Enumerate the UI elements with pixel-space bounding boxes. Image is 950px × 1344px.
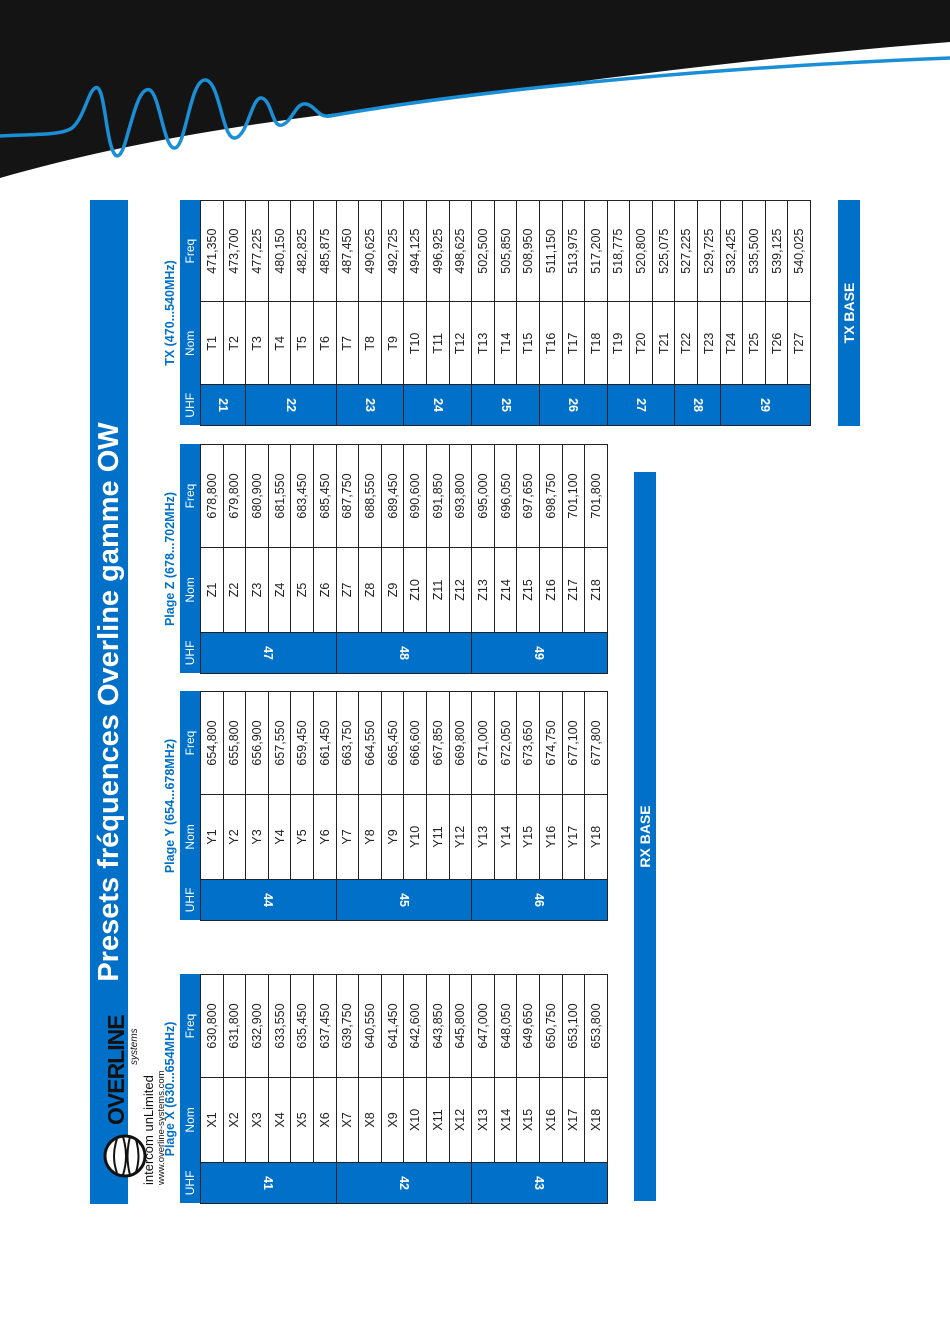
preset-name: Z11 (426, 548, 449, 633)
preset-frequency: 649,650 (517, 975, 540, 1078)
preset-name: Z12 (449, 548, 472, 633)
preset-name: X11 (426, 1078, 449, 1163)
uhf-channel-cell (201, 879, 337, 920)
preset-frequency: 471,350 (201, 201, 224, 302)
preset-table (180, 200, 811, 426)
table-row (201, 201, 224, 426)
preset-frequency: 480,150 (268, 201, 291, 302)
preset-frequency: 673,650 (517, 692, 540, 795)
preset-frequency: 677,800 (585, 692, 608, 795)
preset-frequency: 653,100 (562, 975, 585, 1078)
preset-name: X9 (381, 1078, 404, 1163)
preset-name: X15 (517, 1078, 540, 1163)
uhf-channel-cell (720, 385, 810, 426)
table-row (539, 201, 562, 426)
preset-frequency: 691,850 (426, 445, 449, 548)
uhf-channel: 45 (396, 892, 411, 907)
uhf-channel-cell (201, 385, 246, 426)
preset-name: T12 (449, 302, 472, 385)
preset-frequency: 698,750 (539, 445, 562, 548)
preset-frequency: 502,500 (472, 201, 495, 302)
preset-frequency: 680,900 (246, 445, 269, 548)
preset-frequency: 520,800 (630, 201, 653, 302)
table-tx (160, 200, 811, 426)
uhf-channel: 48 (396, 645, 411, 660)
preset-name: T25 (743, 302, 766, 385)
preset-table (180, 974, 608, 1204)
preset-name: Y8 (359, 795, 382, 880)
preset-frequency: 701,800 (585, 445, 608, 548)
preset-name: T26 (765, 302, 788, 385)
brand-logo (103, 995, 167, 1185)
preset-frequency: 681,550 (268, 445, 291, 548)
preset-frequency: 701,100 (562, 445, 585, 548)
uhf-channel: 25 (498, 398, 513, 413)
uhf-channel-cell (472, 632, 608, 673)
preset-name: Y3 (246, 795, 269, 880)
preset-frequency: 693,800 (449, 445, 472, 548)
preset-frequency: 498,625 (449, 201, 472, 302)
uhf-channel-cell (336, 632, 472, 673)
table-plage-z (160, 444, 608, 674)
preset-name: Z4 (268, 548, 291, 633)
preset-name: X5 (291, 1078, 314, 1163)
uhf-channel-cell (472, 1162, 608, 1203)
preset-name: T18 (585, 302, 608, 385)
preset-frequency: 640,550 (359, 975, 382, 1078)
preset-name: Z2 (223, 548, 246, 633)
preset-name: Y4 (268, 795, 291, 880)
preset-frequency: 642,600 (404, 975, 427, 1078)
preset-frequency: 671,000 (472, 692, 495, 795)
preset-frequency: 492,725 (381, 201, 404, 302)
uhf-channel: 21 (216, 398, 231, 413)
preset-frequency: 529,725 (698, 201, 721, 302)
preset-frequency: 659,450 (291, 692, 314, 795)
preset-frequency: 643,850 (426, 975, 449, 1078)
preset-frequency: 677,100 (562, 692, 585, 795)
preset-name: T8 (359, 302, 382, 385)
uhf-channel-cell (404, 385, 472, 426)
preset-name: X7 (336, 1078, 359, 1163)
rx-base-band: RX BASE (634, 472, 656, 1201)
uhf-channel-cell (201, 1162, 337, 1203)
preset-frequency: 518,775 (607, 201, 630, 302)
preset-name: T27 (788, 302, 811, 385)
preset-frequency: 655,800 (223, 692, 246, 795)
uhf-channel-cell (336, 385, 404, 426)
uhf-channel: 23 (362, 398, 377, 413)
preset-name: T3 (246, 302, 269, 385)
table-row (404, 201, 427, 426)
preset-name: T7 (336, 302, 359, 385)
preset-frequency: 539,125 (765, 201, 788, 302)
uhf-channel-cell (336, 879, 472, 920)
uhf-channel: 49 (532, 645, 547, 660)
preset-name: Z7 (336, 548, 359, 633)
uhf-channel-cell (675, 385, 720, 426)
preset-frequency: 508,950 (517, 201, 540, 302)
preset-name: Z17 (562, 548, 585, 633)
preset-name: Y13 (472, 795, 495, 880)
preset-name: X12 (449, 1078, 472, 1163)
preset-name: Z8 (359, 548, 382, 633)
preset-name: X18 (585, 1078, 608, 1163)
preset-name: T14 (494, 302, 517, 385)
preset-name: Y12 (449, 795, 472, 880)
preset-frequency: 664,550 (359, 692, 382, 795)
preset-name: T5 (291, 302, 314, 385)
preset-name: T19 (607, 302, 630, 385)
preset-frequency: 683,450 (291, 445, 314, 548)
preset-frequency: 697,650 (517, 445, 540, 548)
preset-frequency: 485,875 (313, 201, 336, 302)
preset-frequency: 517,200 (585, 201, 608, 302)
preset-frequency: 678,800 (201, 445, 224, 548)
preset-name: X13 (472, 1078, 495, 1163)
preset-frequency: 685,450 (313, 445, 336, 548)
uhf-channel-cell (336, 1162, 472, 1203)
range-label: Plage Z (678...702MHz) (163, 491, 177, 627)
column-header-freq: Freq (180, 201, 201, 302)
table-row (472, 692, 495, 921)
preset-name: X6 (313, 1078, 336, 1163)
preset-name: Y14 (494, 795, 517, 880)
preset-name: Y10 (404, 795, 427, 880)
uhf-channel-cell (472, 385, 540, 426)
preset-frequency: 696,050 (494, 445, 517, 548)
preset-frequency: 666,600 (404, 692, 427, 795)
uhf-channel: 44 (261, 892, 276, 907)
uhf-channel: 28 (690, 398, 705, 413)
column-header-uhf: UHF (180, 879, 201, 920)
preset-frequency: 689,450 (381, 445, 404, 548)
preset-name: Y7 (336, 795, 359, 880)
preset-frequency: 653,800 (585, 975, 608, 1078)
preset-name: Z9 (381, 548, 404, 633)
preset-name: Y16 (539, 795, 562, 880)
uhf-channel-cell (246, 385, 336, 426)
preset-name: X14 (494, 1078, 517, 1163)
column-header-uhf: UHF (180, 1162, 201, 1203)
table-row (336, 201, 359, 426)
uhf-channel: 43 (532, 1175, 547, 1190)
table-row (675, 201, 698, 426)
uhf-channel: 22 (283, 398, 298, 413)
preset-frequency: 633,550 (268, 975, 291, 1078)
table-row (472, 201, 495, 426)
uhf-channel: 41 (261, 1175, 276, 1190)
preset-name: Y1 (201, 795, 224, 880)
preset-name: Y6 (313, 795, 336, 880)
table-row (201, 445, 224, 674)
preset-name: T21 (652, 302, 675, 385)
preset-name: X3 (246, 1078, 269, 1163)
preset-name: Y5 (291, 795, 314, 880)
preset-table (180, 691, 608, 921)
preset-frequency: 527,225 (675, 201, 698, 302)
column-header-nom: Nom (180, 302, 201, 385)
table-row (336, 445, 359, 674)
preset-table (180, 444, 608, 674)
preset-frequency: 665,450 (381, 692, 404, 795)
preset-frequency: 487,450 (336, 201, 359, 302)
column-header-uhf: UHF (180, 632, 201, 673)
preset-name: T16 (539, 302, 562, 385)
preset-frequency: 648,050 (494, 975, 517, 1078)
uhf-channel-cell (472, 879, 608, 920)
uhf-channel: 27 (634, 398, 649, 413)
column-header-nom: Nom (180, 795, 201, 880)
preset-frequency: 656,900 (246, 692, 269, 795)
preset-name: T11 (426, 302, 449, 385)
preset-frequency: 632,900 (246, 975, 269, 1078)
range-label: Plage X (630...654MHz) (163, 1021, 177, 1157)
preset-frequency: 637,450 (313, 975, 336, 1078)
preset-name: Z16 (539, 548, 562, 633)
preset-name: X1 (201, 1078, 224, 1163)
preset-frequency: 532,425 (720, 201, 743, 302)
table-row (607, 201, 630, 426)
preset-frequency: 496,925 (426, 201, 449, 302)
uhf-channel: 26 (566, 398, 581, 413)
preset-name: Y18 (585, 795, 608, 880)
table-plage-y (160, 691, 608, 921)
preset-frequency: 525,075 (652, 201, 675, 302)
preset-frequency: 667,850 (426, 692, 449, 795)
table-row (720, 201, 743, 426)
preset-name: Z10 (404, 548, 427, 633)
preset-frequency: 641,450 (381, 975, 404, 1078)
preset-frequency: 687,750 (336, 445, 359, 548)
table-row (201, 975, 224, 1204)
preset-name: Y9 (381, 795, 404, 880)
uhf-channel-cell (539, 385, 607, 426)
preset-frequency: 631,800 (223, 975, 246, 1078)
table-row (336, 975, 359, 1204)
column-header-freq: Freq (180, 445, 201, 548)
column-header-freq: Freq (180, 975, 201, 1078)
preset-frequency: 663,750 (336, 692, 359, 795)
preset-name: T10 (404, 302, 427, 385)
preset-frequency: 505,850 (494, 201, 517, 302)
preset-name: Y15 (517, 795, 540, 880)
preset-frequency: 688,550 (359, 445, 382, 548)
preset-frequency: 654,800 (201, 692, 224, 795)
preset-name: Y11 (426, 795, 449, 880)
column-header-uhf: UHF (180, 385, 201, 426)
uhf-channel: 46 (532, 892, 547, 907)
brand-name: OVERLINE (103, 1015, 129, 1125)
preset-name: T23 (698, 302, 721, 385)
tx-base-band: TX BASE (838, 200, 860, 426)
header-wave-graphic (0, 0, 950, 180)
preset-frequency: 674,750 (539, 692, 562, 795)
preset-name: Z3 (246, 548, 269, 633)
preset-frequency: 661,450 (313, 692, 336, 795)
preset-name: Z15 (517, 548, 540, 633)
preset-frequency: 645,800 (449, 975, 472, 1078)
preset-frequency: 657,550 (268, 692, 291, 795)
preset-frequency: 690,600 (404, 445, 427, 548)
preset-name: Z5 (291, 548, 314, 633)
preset-name: Z14 (494, 548, 517, 633)
preset-frequency: 647,000 (472, 975, 495, 1078)
range-label: TX (470...540MHz) (163, 260, 177, 366)
preset-frequency: 650,750 (539, 975, 562, 1078)
preset-name: Z18 (585, 548, 608, 633)
preset-name: X4 (268, 1078, 291, 1163)
preset-name: X17 (562, 1078, 585, 1163)
preset-frequency: 494,125 (404, 201, 427, 302)
table-row (472, 975, 495, 1204)
preset-frequency: 669,800 (449, 692, 472, 795)
uhf-channel: 29 (758, 398, 773, 413)
brand-url: www.overline-systems.com (156, 1070, 167, 1185)
preset-name: X16 (539, 1078, 562, 1163)
table-row (246, 201, 269, 426)
preset-name: T4 (268, 302, 291, 385)
preset-name: Z13 (472, 548, 495, 633)
uhf-channel: 24 (430, 398, 445, 413)
uhf-channel-cell (201, 632, 337, 673)
table-plage-x (160, 974, 608, 1204)
preset-name: X8 (359, 1078, 382, 1163)
preset-name: T9 (381, 302, 404, 385)
preset-name: T13 (472, 302, 495, 385)
brand-sub: systems (129, 1028, 140, 1065)
preset-frequency: 639,750 (336, 975, 359, 1078)
preset-frequency: 473,700 (223, 201, 246, 302)
preset-name: T15 (517, 302, 540, 385)
preset-name: X2 (223, 1078, 246, 1163)
preset-name: Z1 (201, 548, 224, 633)
preset-name: T2 (223, 302, 246, 385)
rotated-content (90, 200, 860, 1204)
preset-frequency: 635,450 (291, 975, 314, 1078)
range-label: Plage Y (654...678MHz) (163, 738, 177, 874)
preset-name: X10 (404, 1078, 427, 1163)
column-header-nom: Nom (180, 1078, 201, 1163)
preset-name: Y17 (562, 795, 585, 880)
uhf-channel-cell (607, 385, 675, 426)
preset-frequency: 695,000 (472, 445, 495, 548)
preset-name: T22 (675, 302, 698, 385)
preset-name: T20 (630, 302, 653, 385)
preset-name: T1 (201, 302, 224, 385)
preset-frequency: 535,500 (743, 201, 766, 302)
table-row (201, 692, 224, 921)
preset-name: Y2 (223, 795, 246, 880)
preset-frequency: 513,975 (562, 201, 585, 302)
preset-frequency: 540,025 (788, 201, 811, 302)
uhf-channel: 47 (261, 645, 276, 660)
page-title: Presets fréquences Overline gamme OW (90, 200, 128, 1204)
preset-name: Z6 (313, 548, 336, 633)
brand-tagline: intercom unLimited (141, 1075, 156, 1185)
preset-frequency: 672,050 (494, 692, 517, 795)
preset-name: T24 (720, 302, 743, 385)
preset-frequency: 511,150 (539, 201, 562, 302)
column-header-freq: Freq (180, 692, 201, 795)
preset-frequency: 482,825 (291, 201, 314, 302)
preset-frequency: 679,800 (223, 445, 246, 548)
preset-frequency: 477,225 (246, 201, 269, 302)
table-row (336, 692, 359, 921)
preset-name: T17 (562, 302, 585, 385)
column-header-nom: Nom (180, 548, 201, 633)
uhf-channel: 42 (396, 1175, 411, 1190)
preset-name: T6 (313, 302, 336, 385)
preset-frequency: 490,625 (359, 201, 382, 302)
preset-frequency: 630,800 (201, 975, 224, 1078)
table-row (472, 445, 495, 674)
